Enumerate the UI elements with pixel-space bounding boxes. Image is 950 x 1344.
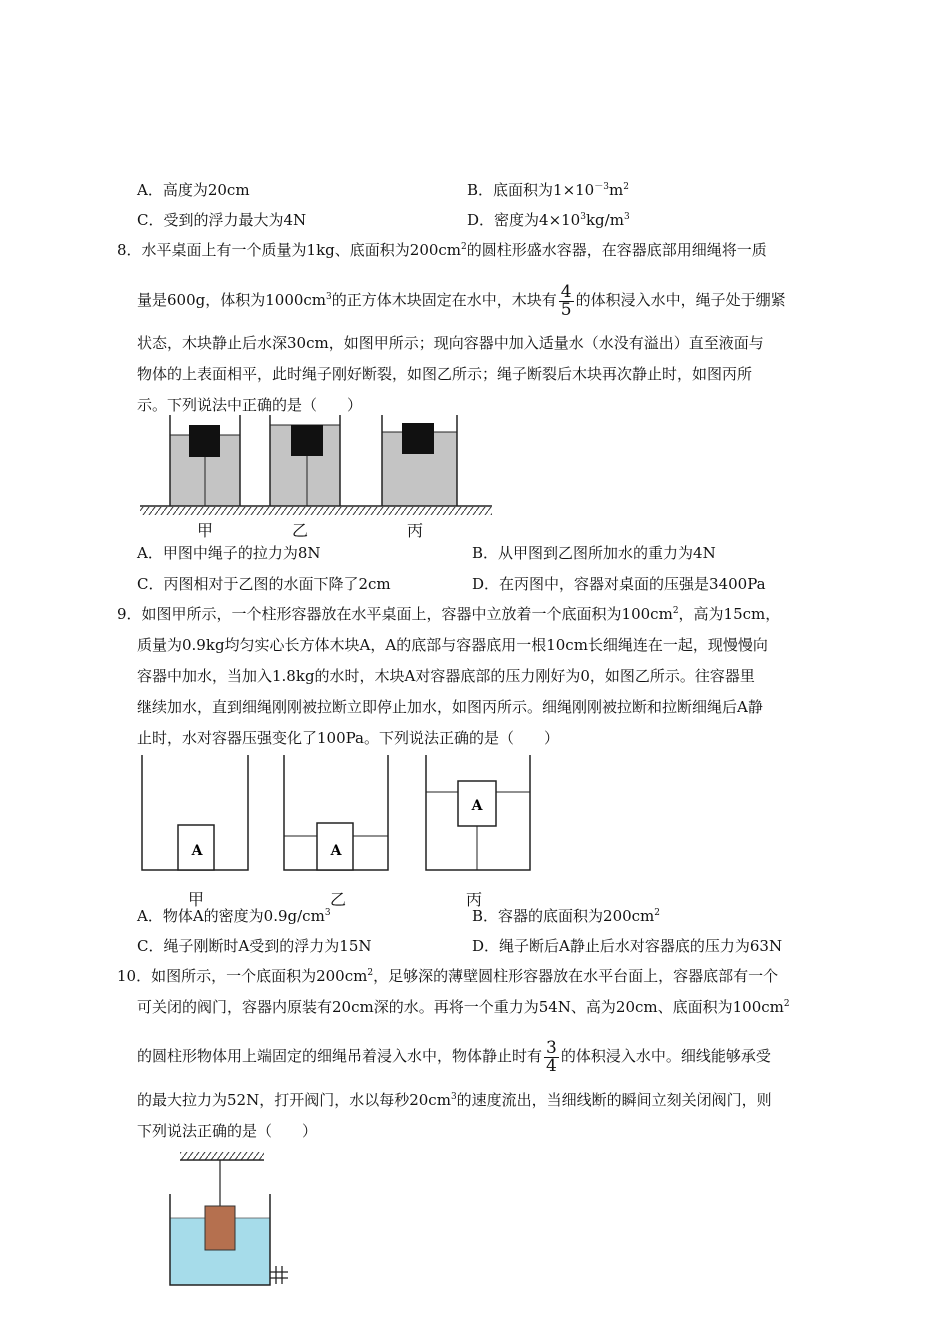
- q8-line-3: 状态，木块静止后水深30cm，如图甲所示；现向容器中加入适量水（水没有溢出）直至液面与: [137, 334, 764, 352]
- q9-option-d: D．绳子断后A静止后水对容器底的压力为63N: [472, 937, 783, 955]
- q9-figure: [140, 755, 520, 875]
- wood-block: [291, 425, 323, 456]
- cylinder-object: [205, 1206, 235, 1250]
- q10-line-5: 下列说法正确的是（ ）: [137, 1122, 318, 1140]
- q7-option-a: A．高度为20cm: [137, 181, 250, 199]
- q9-line-2: 质量为0.9kg均匀实心长方体木块A，A的底部与容器底用一根10cm长细绳连在一起，现慢慢向: [137, 636, 768, 654]
- q8-line-5: 示。下列说法中正确的是（ ）: [137, 396, 363, 414]
- q7-option-b: B．底面积为$1\times 10^{-3}m^2$: [467, 181, 629, 199]
- q8-option-d: D．在丙图中，容器对桌面的压强是3400Pa: [472, 575, 766, 593]
- q9-line-1: 9．如图甲所示，一个柱形容器放在水平桌面上，容器中立放着一个底面积为$100cm^2$，高为15cm，: [117, 605, 781, 623]
- q8-option-a: A．甲图中绳子的拉力为8N: [137, 544, 321, 562]
- q8-line-2: 量是600g，体积为$1000cm^3$的正方体木块固定在水中，木块有 $\frac{4}{5}$ 的体积浸入水中，绳子处于绷紧: [137, 281, 786, 320]
- q8-option-c: C．丙图相对于乙图的水面下降了2cm: [137, 575, 391, 593]
- q7-option-d: D．密度为$4\times 10^3kg/m^3$: [467, 211, 630, 229]
- q9-block-label-jia: A: [191, 843, 203, 859]
- q10-figure: [160, 1148, 300, 1288]
- q9-line-4: 继续加水，直到细绳刚刚被拉断立即停止加水，如图丙所示。细绳刚刚被拉断和拉断细绳后A静: [137, 698, 763, 716]
- q9-option-a: A．物体A的密度为$0.9g/cm^3$: [137, 907, 331, 925]
- q9-label-bing: 丙: [466, 890, 483, 909]
- q8-line-1: 8．水平桌面上有一个质量为1kg、底面积为$200cm^2$的圆柱形盛水容器，在容器底部用细绳将一质: [117, 241, 767, 259]
- wood-block: [189, 425, 220, 457]
- q10-line-2: 可关闭的阀门，容器内原装有20cm深的水。再将一个重力为54N、高为20cm、底面积为$100cm^2$: [137, 998, 790, 1016]
- q9-label-yi: 乙: [330, 890, 347, 909]
- q9-option-c: C．绳子刚断时A受到的浮力为15N: [137, 937, 372, 955]
- q10-line-4: 的最大拉力为52N，打开阀门，水以每秒$20cm^3$的速度流出，当细线断的瞬间立刻关闭阀门，则: [137, 1091, 772, 1109]
- ceiling-support: [180, 1152, 264, 1160]
- q8-label-bing: 丙: [407, 521, 424, 540]
- q7-option-c: C．受到的浮力最大为4N: [137, 211, 307, 229]
- q8-label-jia: 甲: [197, 521, 214, 540]
- q8-option-b: B．从甲图到乙图所加水的重力为4N: [472, 544, 716, 562]
- q10-line-3: 的圆柱形物体用上端固定的细绳吊着浸入水中，物体静止时有 $\frac{3}{4}$ 的体积浸入水中。细线能够承受: [137, 1037, 771, 1076]
- q9-block-label-yi: A: [330, 843, 342, 859]
- q8-label-yi: 乙: [292, 521, 309, 540]
- q8-container-yi: [270, 415, 340, 506]
- q10-fraction: $\frac{3}{4}$: [546, 1037, 557, 1076]
- q8-figure: [140, 415, 500, 540]
- q9-label-jia: 甲: [188, 890, 205, 909]
- q10-line-1: 10．如图所示，一个底面积为$200cm^2$，足够深的薄壁圆柱形容器放在水平台面上，容器底部有一个: [117, 967, 779, 985]
- wood-block: [402, 423, 434, 454]
- q8-line-4: 物体的上表面相平，此时绳子刚好断裂，如图乙所示；绳子断裂后木块再次静止时，如图丙所: [137, 365, 753, 383]
- q9-block-label-bing: A: [471, 798, 483, 814]
- q8-container-jia: [170, 415, 240, 506]
- q8-container-bing: [382, 415, 457, 506]
- q8-fraction: $\frac{4}{5}$: [560, 281, 572, 320]
- valve-icon: [270, 1266, 288, 1284]
- q9-line-3: 容器中加水，当加入1.8kg的水时，木块A对容器底部的压力刚好为0，如图乙所示。往容器里: [137, 667, 755, 685]
- q9-line-5: 止时，水对容器压强变化了100Pa。下列说法正确的是（ ）: [137, 729, 559, 747]
- q8-tabletop: [140, 506, 492, 515]
- q9-option-b: B．容器的底面积为$200cm^2$: [472, 907, 661, 925]
